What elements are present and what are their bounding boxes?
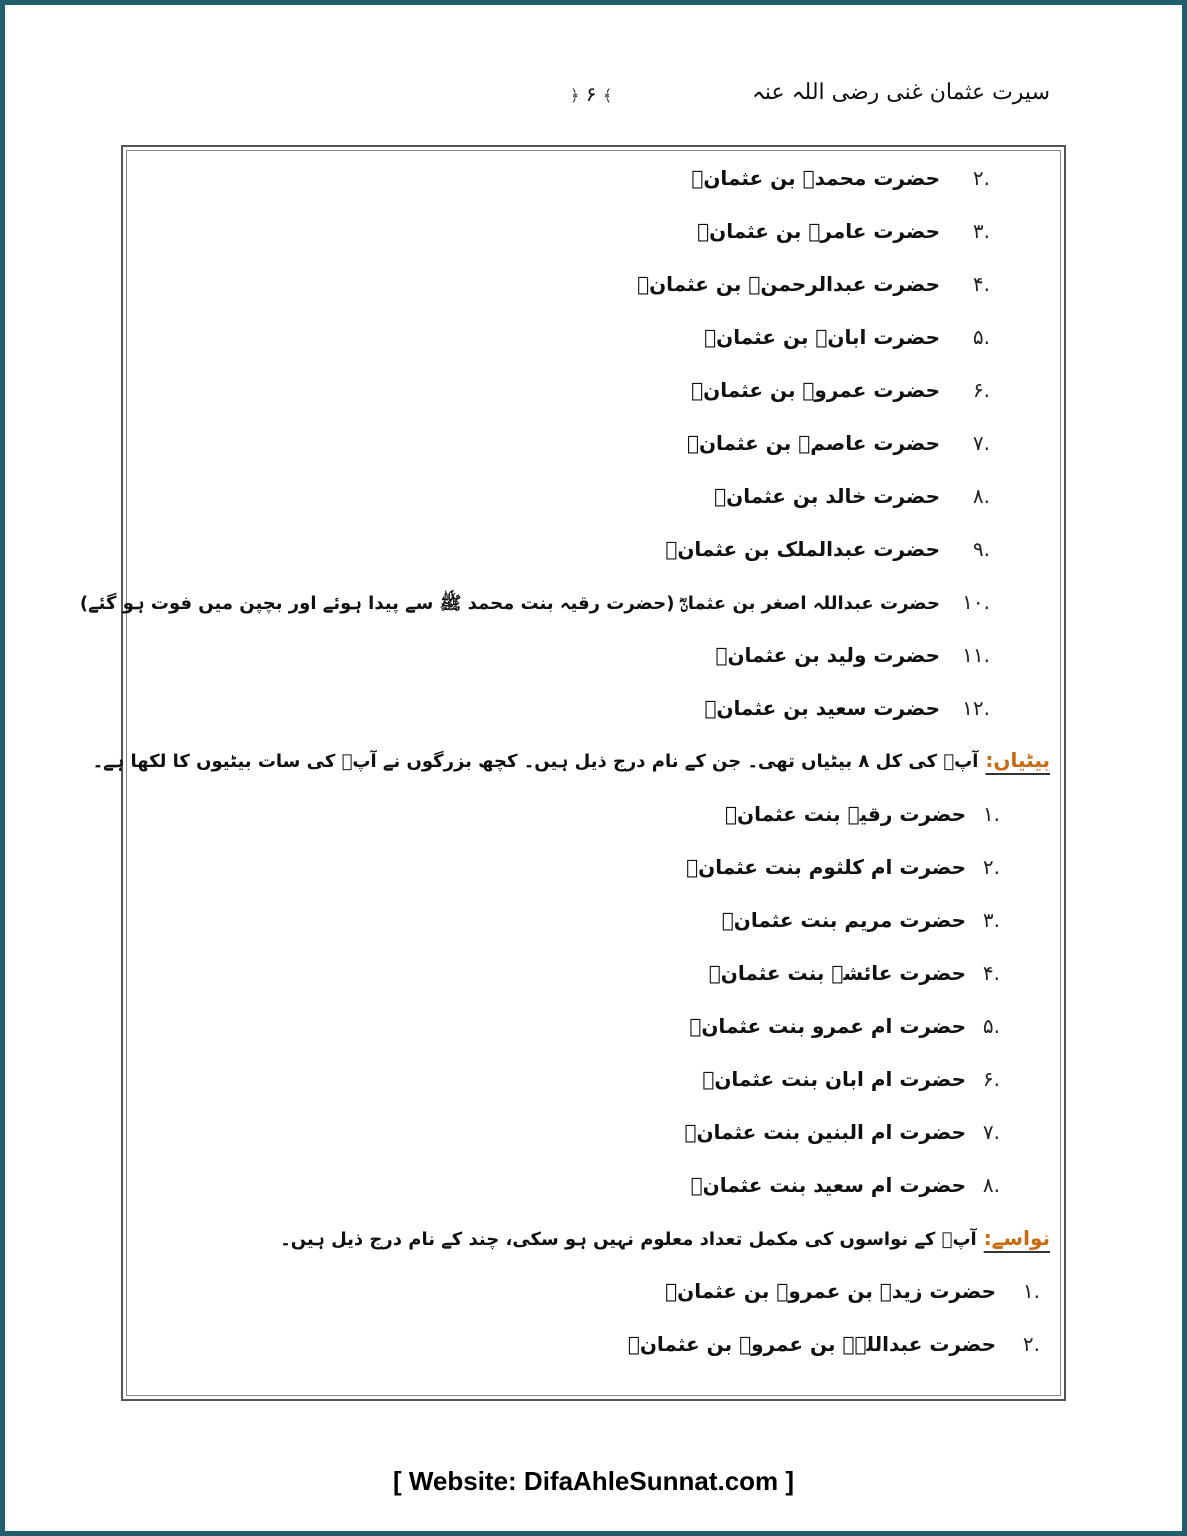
grandsons-intro: آپؓ کے نواسوں کی مکمل تعداد معلوم نہیں ہو سکی، چند کے نام درج ذیل ہیں۔ bbox=[280, 1229, 977, 1250]
ornament-left: ﴿ bbox=[570, 86, 580, 105]
item-number: .۴ bbox=[972, 272, 990, 296]
list-item bbox=[715, 645, 990, 665]
item-text: حضرت عمروؓ بن عثمانؓ bbox=[691, 378, 940, 402]
item-text: حضرت خالد بن عثمانؓ bbox=[714, 484, 940, 508]
item-text: حضرت ام کلثوم بنت عثمانؓ bbox=[686, 855, 966, 879]
item-number: .۷ bbox=[972, 431, 990, 455]
item-number: .۷ bbox=[982, 1120, 1000, 1144]
item-text: حضرت مریم بنت عثمانؓ bbox=[721, 908, 966, 932]
page-header bbox=[140, 78, 1050, 118]
item-number: .۳ bbox=[972, 219, 990, 243]
item-text: حضرت ابانؓ بن عثمانؓ bbox=[704, 325, 940, 349]
item-text: حضرت عبدالملک بن عثمانؓ bbox=[665, 537, 940, 561]
item-number: .۲ bbox=[1022, 1332, 1040, 1356]
list-item bbox=[697, 221, 990, 241]
list-item bbox=[691, 168, 990, 188]
list-item bbox=[684, 1122, 1000, 1142]
grandsons-heading bbox=[280, 1228, 1050, 1249]
item-text: حضرت عبدالرحمنؓ بن عثمانؓ bbox=[637, 272, 940, 296]
item-text: حضرت عامرؓ بن عثمانؓ bbox=[697, 219, 940, 243]
item-text: حضرت سعید بن عثمانؓ bbox=[704, 696, 940, 720]
list-item bbox=[691, 380, 990, 400]
list-item bbox=[722, 910, 1000, 930]
item-number: .۹ bbox=[972, 537, 990, 561]
ornament-right: ﴾ bbox=[602, 86, 613, 105]
item-number: .۸ bbox=[972, 484, 990, 508]
list-item bbox=[665, 539, 990, 559]
list-item bbox=[704, 698, 990, 718]
item-number: .۲ bbox=[982, 855, 1000, 879]
item-number: .۱۲ bbox=[962, 696, 990, 720]
list-item bbox=[689, 1016, 1000, 1036]
item-number: .۵ bbox=[982, 1014, 1000, 1038]
daughters-heading bbox=[93, 750, 1050, 771]
list-item bbox=[628, 1334, 1040, 1354]
item-text: حضرت ولید بن عثمانؓ bbox=[715, 643, 940, 667]
item-number: .۱۱ bbox=[962, 643, 990, 667]
item-number: .۸ bbox=[982, 1173, 1000, 1197]
daughters-label: بیٹیاں: bbox=[985, 748, 1050, 772]
item-text: حضرت عائشہ بنت عثمانؓ bbox=[708, 961, 966, 985]
book-title: سیرت عثمان غنی رضی اللہ عنہ bbox=[752, 80, 1050, 105]
list-item bbox=[80, 592, 990, 613]
item-text: حضرت عبداللہؓ بن عمروؓ بن عثمانؓ bbox=[627, 1332, 996, 1356]
item-number: .۳ bbox=[982, 908, 1000, 932]
item-text: حضرت زیدؓ بن عمروؓ بن عثمانؓ bbox=[665, 1279, 996, 1303]
item-text: حضرت عاصمؓ بن عثمانؓ bbox=[686, 431, 940, 455]
item-number: .۶ bbox=[972, 378, 990, 402]
list-item bbox=[665, 1281, 1040, 1301]
list-item bbox=[637, 274, 990, 294]
grandsons-label: نواسے: bbox=[983, 1226, 1050, 1250]
list-item bbox=[725, 804, 1000, 824]
item-text: حضرت ام عمرو بنت عثمانؓ bbox=[689, 1014, 966, 1038]
item-number: .۲ bbox=[972, 166, 990, 190]
item-number: .۱ bbox=[1022, 1279, 1040, 1303]
item-text: حضرت ام البنین بنت عثمانؓ bbox=[684, 1120, 966, 1144]
list-item bbox=[702, 1069, 1000, 1089]
item-number: .۶ bbox=[982, 1067, 1000, 1091]
item-text: حضرت ام سعید بنت عثمانؓ bbox=[690, 1173, 966, 1197]
item-text: حضرت محمدؓ بن عثمانؓ bbox=[691, 166, 940, 190]
list-item bbox=[704, 327, 990, 347]
list-item bbox=[687, 433, 990, 453]
list-item bbox=[709, 963, 1000, 983]
item-text: حضرت ام ابان بنت عثمانؓ bbox=[702, 1067, 966, 1091]
daughters-intro: آپؓ کی کل ۸ بیٹیاں تھی۔ جن کے نام درج ذیل ہیں۔ کچھ بزرگوں نے آپؓ کی سات بیٹیوں کا لکھا ہے۔ bbox=[92, 751, 979, 772]
list-item bbox=[691, 1175, 1000, 1195]
item-text: حضرت عبداللہ اصغر بن عثمانؓ (حضرت رقیہ بنت محمد ﷺ سے پیدا ہوئے اور بچپن میں فوت ہو گئے) bbox=[79, 593, 940, 614]
website-footer: [ Website: DifaAhleSunnat.com ] bbox=[392, 1466, 795, 1496]
page-number-value: ۶ bbox=[585, 82, 597, 106]
item-number: .۵ bbox=[972, 325, 990, 349]
list-item bbox=[686, 857, 1000, 877]
item-text: حضرت رقیہ بنت عثمانؓ bbox=[725, 802, 966, 826]
item-number: .۱۰ bbox=[962, 590, 990, 614]
item-number: .۴ bbox=[982, 961, 1000, 985]
item-number: .۱ bbox=[982, 802, 1000, 826]
list-item bbox=[714, 486, 990, 506]
page-number bbox=[570, 82, 612, 106]
